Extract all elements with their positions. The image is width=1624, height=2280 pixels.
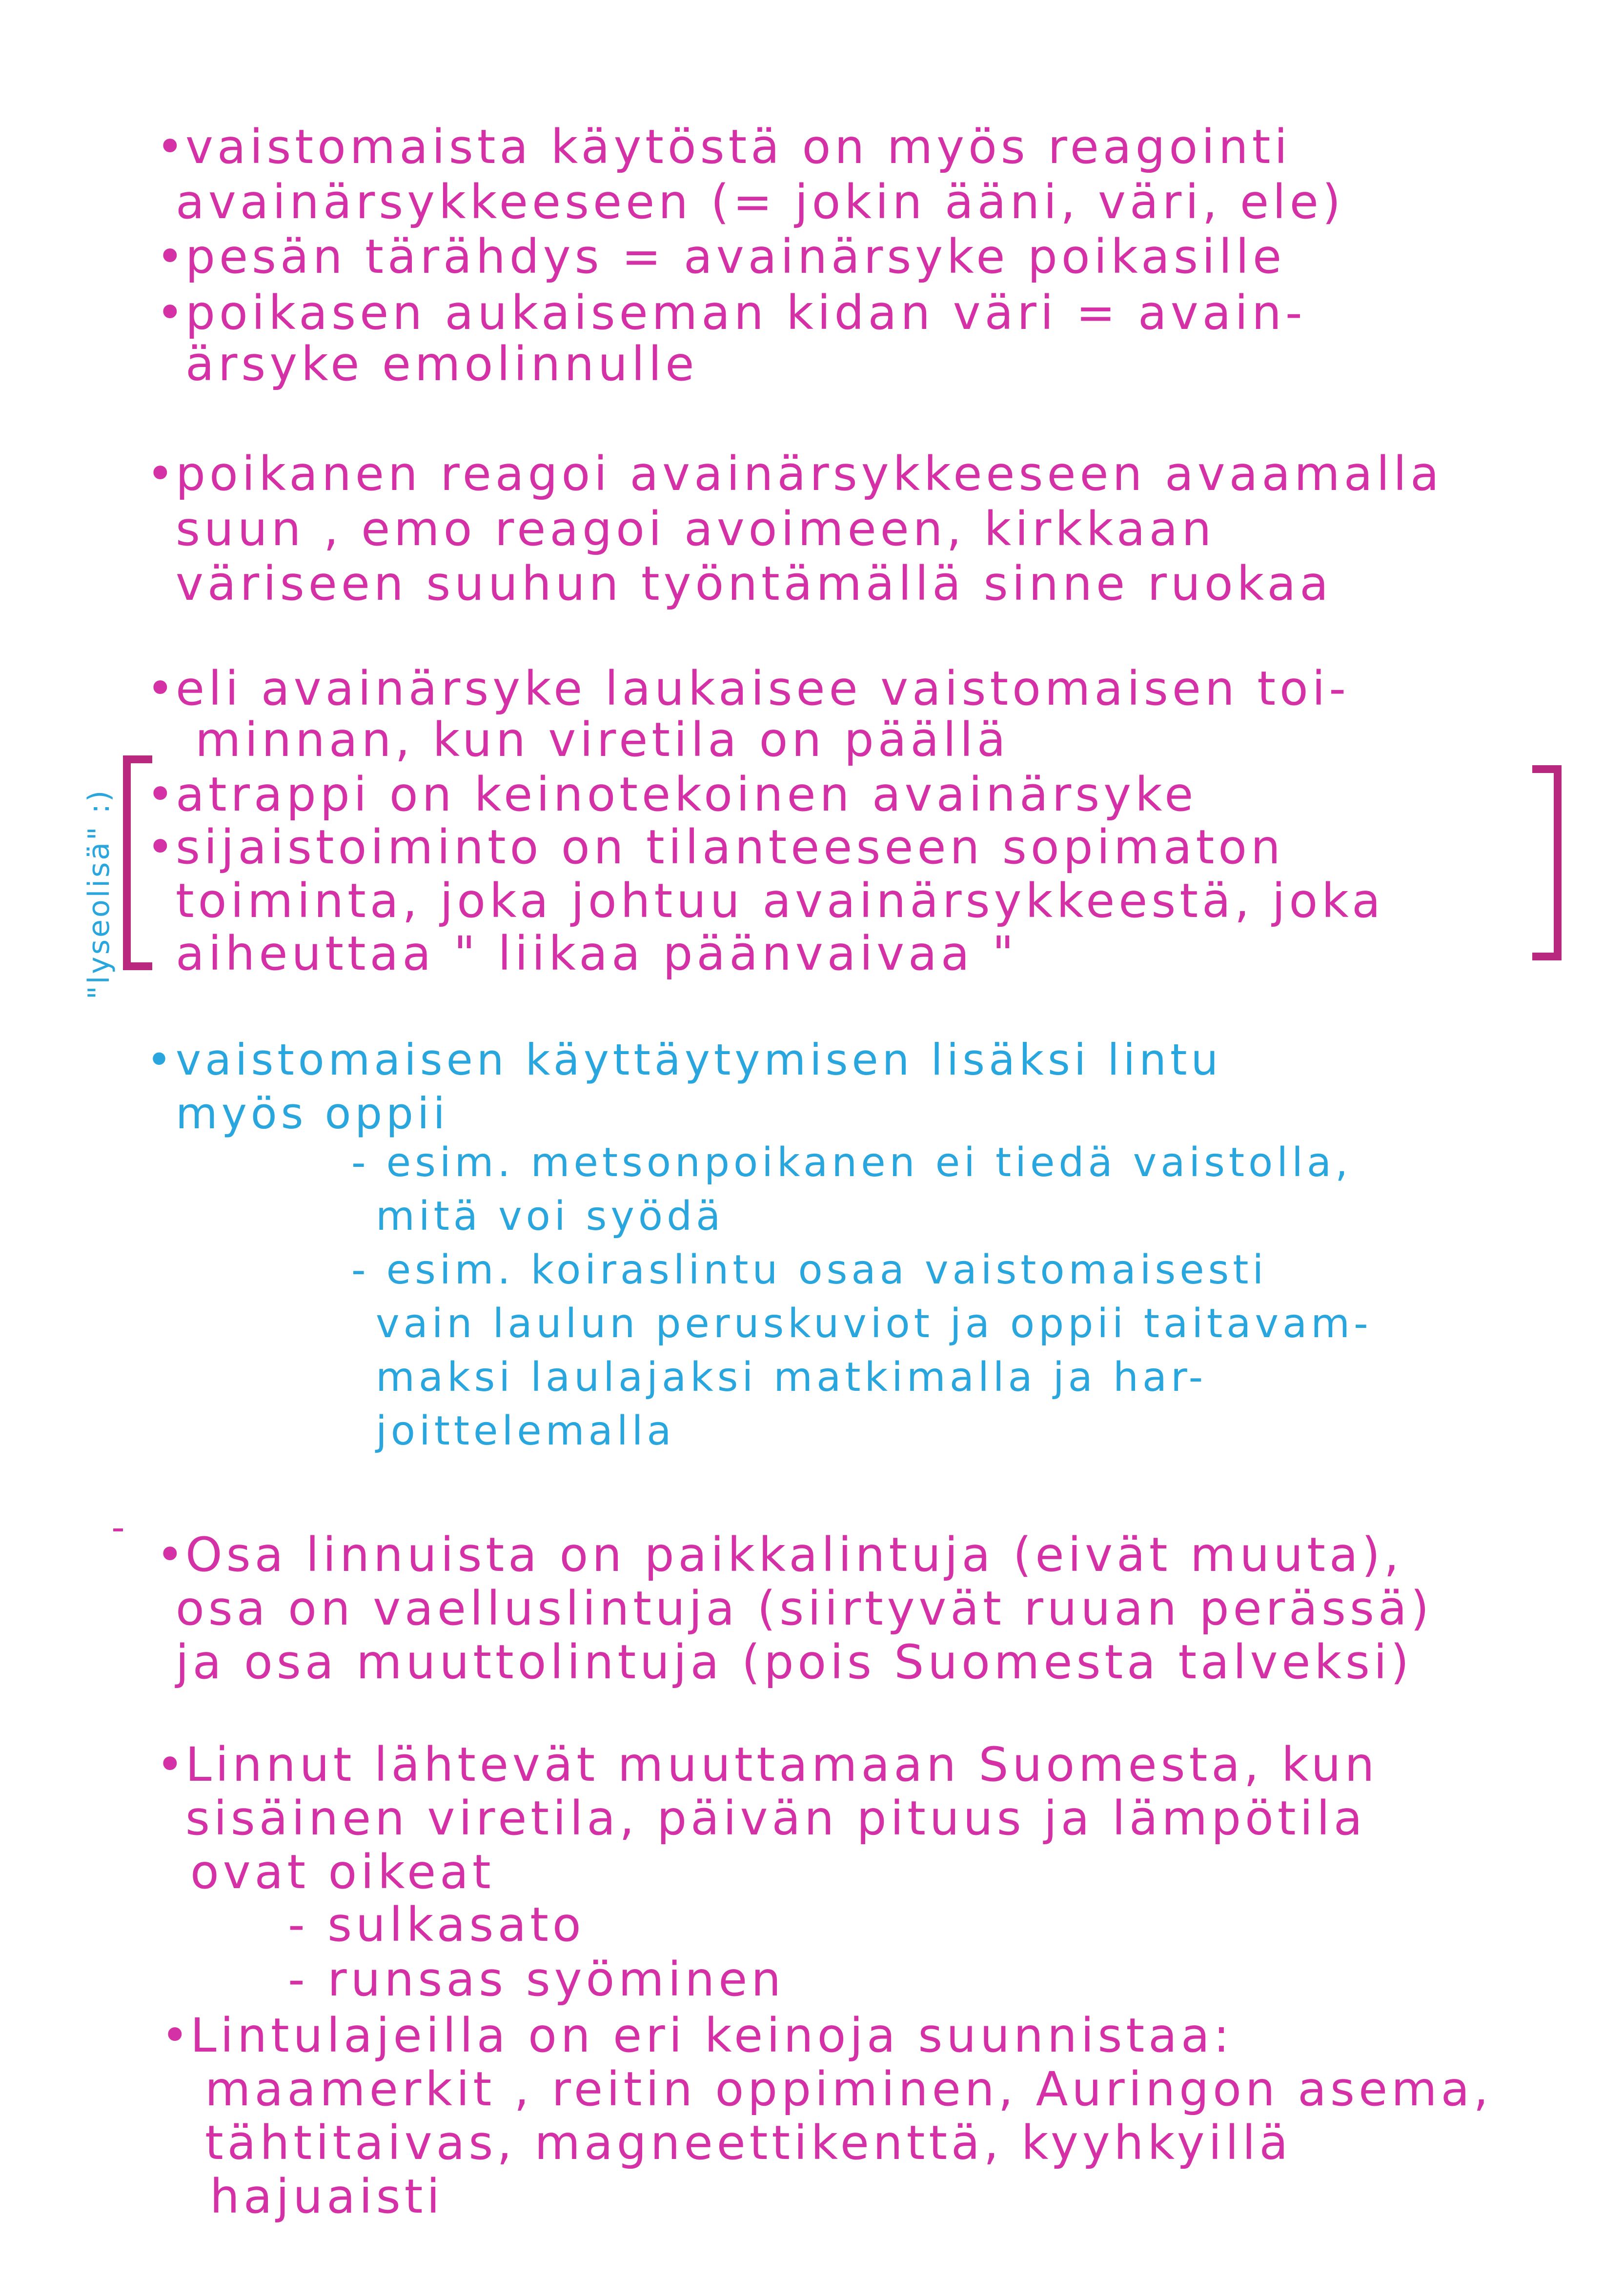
- note-line: - esim. metsonpoikanen ei tiedä vaistolla,: [351, 1140, 1352, 1186]
- note-line: joittelemalla: [376, 1408, 675, 1454]
- bullet-icon: •: [146, 1035, 176, 1085]
- bullet-icon: •: [161, 2008, 193, 2063]
- left-bracket: [123, 755, 152, 970]
- note-line: •vaistomaista käytöstä on myös reagointi: [156, 120, 1292, 174]
- note-line: •Linnut lähtevät muuttamaan Suomesta, kun: [156, 1737, 1379, 1792]
- note-line: - runsas syöminen: [288, 1952, 785, 2007]
- note-line: •Osa linnuista on paikkalintuja (eivät muuta),: [156, 1527, 1403, 1582]
- bullet-icon: •: [156, 285, 188, 340]
- note-line: aiheuttaa " liikaa päänvaivaa ": [176, 926, 1018, 981]
- note-line: ärsyke emolinnulle: [185, 337, 698, 391]
- bullet-icon: •: [156, 1527, 188, 1582]
- note-line: •sijaistoiminto on tilanteeseen sopimaton: [146, 820, 1284, 875]
- note-line: •Lintulajeilla on eri keinoja suunnistaa:: [161, 2008, 1234, 2063]
- bullet-icon: •: [156, 1737, 188, 1792]
- right-bracket: [1532, 765, 1562, 960]
- bullet-icon: •: [146, 820, 178, 875]
- note-line: tähtitaivas, magneettikenttä, kyyhkyillä: [205, 2116, 1292, 2170]
- note-line: •eli avainärsyke laukaisee vaistomaisen toi-: [146, 661, 1350, 716]
- bullet-icon: •: [146, 767, 178, 822]
- note-line: - esim. koiraslintu osaa vaistomaisesti: [351, 1247, 1268, 1293]
- bullet-icon: •: [156, 120, 188, 174]
- note-line: sisäinen viretila, päivän pituus ja lämpötila: [185, 1791, 1366, 1846]
- note-line: - sulkasato: [288, 1897, 585, 1952]
- note-line: hajuaisti: [210, 2169, 444, 2224]
- note-line: suun , emo reagoi avoimeen, kirkkaan: [176, 502, 1216, 556]
- bullet-icon: •: [146, 661, 178, 716]
- note-line: myös oppii: [176, 1088, 449, 1139]
- note-line: maamerkit , reitin oppiminen, Auringon asema,: [205, 2062, 1492, 2117]
- note-line: •poikasen aukaiseman kidan väri = avain-: [156, 285, 1306, 340]
- note-line: vain laulun peruskuviot ja oppii taitavam-: [376, 1301, 1372, 1347]
- note-line: ovat oikeat: [190, 1845, 495, 1899]
- note-line: avainärsykkeeseen (= jokin ääni, väri, ele): [176, 175, 1345, 229]
- note-line: ja osa muuttolintuja (pois Suomesta talveksi): [176, 1635, 1413, 1690]
- note-line: mitä voi syödä: [376, 1193, 725, 1240]
- note-line: •atrappi on keinotekoinen avainärsyke: [146, 767, 1198, 822]
- bullet-icon: •: [156, 229, 188, 284]
- note-line: maksi laulajaksi matkimalla ja har-: [376, 1354, 1207, 1401]
- stray-mark: [113, 1528, 123, 1531]
- note-line: osa on vaelluslintuja (siirtyvät ruuan perässä): [176, 1581, 1433, 1636]
- side-note: "lyseolisä" :): [82, 788, 116, 999]
- note-line: minnan, kun viretila on päällä: [195, 712, 1010, 767]
- note-line: •vaistomaisen käyttäytymisen lisäksi lintu: [146, 1035, 1222, 1085]
- bullet-icon: •: [146, 447, 178, 501]
- note-line: •pesän tärähdys = avainärsyke poikasille: [156, 229, 1286, 284]
- note-line: väriseen suuhun työntämällä sinne ruokaa: [176, 556, 1333, 611]
- note-line: •poikanen reagoi avainärsykkeeseen avaamalla: [146, 447, 1443, 501]
- note-line: toiminta, joka johtuu avainärsykkeestä, joka: [176, 874, 1384, 928]
